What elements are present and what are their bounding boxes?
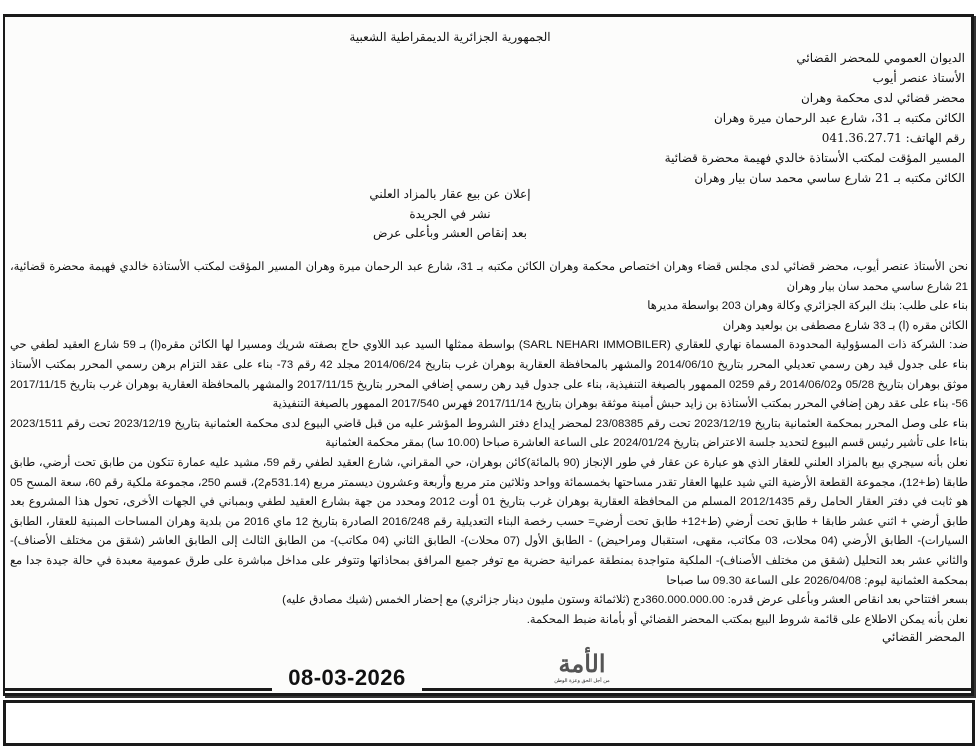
body-line: بناء على وصل المحرر بمحكمة العثمانية بتاريخ 2023/12/19 تحت رقم 23/08385 لمحضر إيداع دفتر الشروط المؤشر عليه من قبل قاضي البيوع لدى محكمة العثمانية بتاريخ 2023/12/19 تحت رقم 2023/1511 (10, 417, 968, 430)
body-line: ضد: الشركة ذات المسؤولية المحدودة المسماة نهاري للعقاري (SARL NEHARI IMMOBILER) بواسطة ممثلها السيد عبد اللاوي حاج بصفته شريك ومسيرا لها الكائن مقره(ا) بـ 59 شارع العقيد لطفي حي (10, 339, 968, 352)
newspaper-logo (550, 650, 614, 690)
body-line: طابقا (ط+12)، مجموعة القطعة الأرضية التي شيد عليها العقار تقدر مساحتها بخمسمائة وواحد وثلاثين متر مربع وأربعة وعشرون ديسمتر مربع (531.14م2)، قسم 250، مجموعة ملكية رقم 60، سعة المسح 05 (10, 476, 968, 489)
body-line: نحن الأستاذ عنصر أيوب، محضر قضائي لدى مجلس قضاء وهران اختصاص محكمة وهران الكائن مكتبه بـ 31، شارع عبد الرحمان ميرة وهران المسير المؤقت لمكتب الأستاذة خالدي فهيمة محضرة قضائية، (10, 261, 968, 273)
body-line: بناء على طلب: بنك البركة الجزائري وكالة وهران 203 بواسطة مديرها (647, 300, 968, 313)
body-line: الكائن مقره (ا) بـ 33 شارع مصطفى بن بولعيد وهران (722, 319, 968, 332)
office-line: المسير المؤقت لمكتب الأستاذة خالدي فهيمة محضرة قضائية (664, 151, 965, 165)
next-notice-frame (3, 700, 975, 746)
body-line: نعلن بأنه سيجري بيع بالمزاد العلني للعقار الذي هو عبارة عن عقار في طور الإنجاز (90 بالمائة)كائن بوهران، حي المقراني، شارع العقيد لطفي رقم 59، مشيد عليه عمارة تتكون من طابق تحت أرضي، طابق (10, 456, 968, 469)
signature-label: المحضر القضائي (882, 630, 965, 644)
announcement-line: بعد إنقاص العشر وبأعلى عرض (373, 226, 527, 240)
logo-mark: الأمة (558, 649, 606, 678)
notice-body (10, 258, 968, 630)
body-line: نعلن بأنه يمكن الاطلاع على قائمة شروط البيع بمكتب المحضر القضائي أو بأمانة ضبط المحكمة. (526, 613, 968, 626)
office-line: الكائن مكتبه بـ 31، شارع عبد الرحمان ميرة وهران (713, 111, 965, 125)
bailiff-office-block (665, 48, 965, 188)
body-line: 21 شارع ساسي محمد سان بيار وهران (786, 280, 968, 293)
body-line: 56- بناء على عقد رهن إضافي المحرر بمكتب الأستاذة بن زايد حبش أمينة موثقة بوهران بتاريخ 2017/11/14 فهرس 2017/540 الممهور بالصيغة التنفيذية (272, 398, 968, 411)
office-line: محضر قضائي لدى محكمة وهران (800, 91, 965, 105)
announcement-line: نشر في الجريدة (409, 206, 491, 221)
publication-date: 08-03-2026 (272, 665, 422, 691)
body-line: طابق أرضي + اثني عشر طابقا + طابق تحت أرضي (ط+12+ طابق تحت أرضي= حسب رخصة البناء التعديلية رقم 2016/248 الصادرة بتاريخ 12 ماي 2016 من بلدية وهران المساحات المبنية للعقار، الطابق (10, 515, 968, 528)
body-line: موثق بوهران بتاريخ 05/28 و2014/06/02 رقم 0259 الممهور بالصيغة التنفيذية، بناء على جدول قيد رهن رسمي إضافي المحرر بتاريخ 2017/11/15 والمشهر بالمحافظة العقارية بوهران غرب بتاريخ 2017/11/15 (10, 378, 968, 391)
office-line: الأستاذ عنصر أيوب (872, 71, 965, 85)
announcement-line: إعلان عن بيع عقار بالمزاد العلني (369, 187, 531, 201)
body-line: بسعر افتتاحي بعد انقاص العشر وبأعلى عرض قدره: 360.000.000.00دج (ثلاثمائة وستون مليون دينار جزائري) مع إحضار الخمس (شيك مصادق عليه) (282, 594, 968, 607)
office-line: رقم الهاتف: 041.36.27.71 (821, 131, 965, 145)
announcement-heading (310, 185, 590, 244)
republic-title: الجمهورية الجزائرية الديمقراطية الشعبية (349, 30, 551, 44)
bottom-rule (3, 688, 973, 691)
body-line: بناء على جدول قيد رهن رسمي تعديلي المحرر بتاريخ 2014/06/10 والمشهر بالمحافظة العقارية بوهران غرب بتاريخ 2014/06/24 مجلد 42 رقم 73- بناء على عقد التزام برهن رسمي المحرر بمكتب الأستاذ (10, 358, 968, 371)
body-line: السيارات)- الطابق الأرضي (04 محلات، 03 مكاتب، مقهى، استقبال ومراحيض) - الطابق الأول (07 محلات)- الطابق الثاني (04 مكاتب)- من الطابق الثالث إلى الطابق العاشر (شقق من مختلف الأصناف)- (10, 535, 968, 548)
office-line: الكائن مكتبه بـ 21 شارع ساسي محمد سان بيار وهران (694, 171, 965, 185)
body-line: بناءا على تأشير رئيس قسم البيوع لتحديد جلسة الاعتراض بتاريخ 2024/01/24 على الساعة العاشرة صباحا (10.00 سا) بمقر محكمة العثمانية (325, 437, 968, 450)
logo-tagline: من أجل الحق وعزة الوطن (554, 678, 610, 684)
body-line: والثاني عشر بعد التحليل (شقق من مختلف الأصناف)- الملكية متواجدة بمنطقة عمرانية حضرية مع توفر جميع المرافق بمحاذاتها وتتوفر على مداخل مباشرة على طرق عمومية معبدة في حالة جيدة جدا مع (10, 554, 968, 567)
office-line: الديوان العمومي للمحضر القضائي (796, 51, 965, 65)
body-line: هو ثابت في دفتر العقار الحامل رقم 2012/1435 المسلم من المحافظة العقارية بوهران غرب بتاريخ 01 أوت 2012 ومحدد من جهة بشارع العقيد لطفي وبمباني في الجهات الأخرى، تحول هذا المشروع بعد (10, 496, 968, 509)
body-line: بمحكمة العثمانية ليوم: 2026/04/08 على الساعة 09.30 سا صباحا (666, 574, 968, 587)
